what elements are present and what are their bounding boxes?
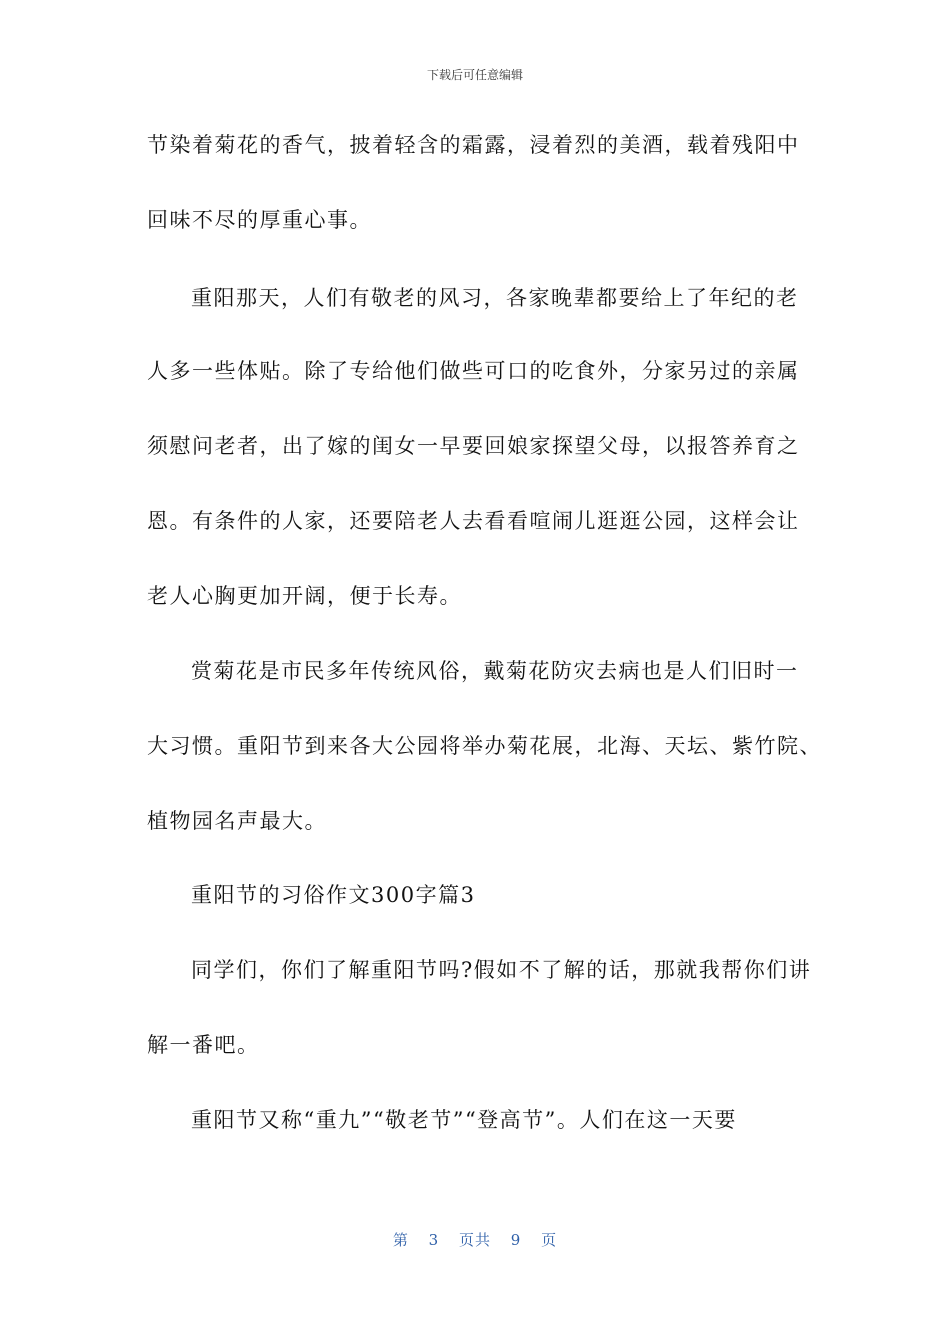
page-footer [0,1229,950,1250]
page-header: 下载后可任意编辑 [426,68,523,82]
footer-page-number: 3 [428,1231,440,1249]
body-line: 节染着菊花的香气，披着轻含的霜露，浸着烈的美酒，载着残阳中 [147,133,800,157]
body-line: 回味不尽的厚重心事。 [147,208,372,232]
body-line: 人多一些体贴。除了专给他们做些可口的吃食外，分家另过的亲属 [147,359,800,383]
body-line: 恩。有条件的人家，还要陪老人去看看喧闹儿逛逛公园，这样会让 [147,509,800,533]
body-line: 须慰问老者，出了嫁的闺女一早要回娘家探望父母，以报答养育之 [147,434,800,458]
section-heading: 重阳节的习俗作文300字篇3 [191,883,476,907]
body-line: 重阳节又称“重九”“敬老节”“登高节”。人们在这一天要 [191,1108,737,1132]
body-line: 同学们，你们了解重阳节吗?假如不了解的话，那就我帮你们讲 [191,958,812,982]
body-line: 解一番吧。 [147,1033,260,1057]
body-line: 植物园名声最大。 [147,809,327,833]
body-line: 赏菊花是市民多年传统风俗，戴菊花防灾去病也是人们旧时一 [191,659,799,683]
body-line: 大习惯。重阳节到来各大公园将举办菊花展，北海、天坛、紫竹院、 [147,734,822,758]
body-line: 老人心胸更加开阔，便于长寿。 [147,584,462,608]
footer-middle: 页共 [458,1231,491,1249]
body-line: 重阳那天，人们有敬老的风习，各家晚辈都要给上了年纪的老 [191,286,799,310]
footer-suffix: 页 [541,1231,558,1249]
footer-prefix: 第 [392,1231,409,1249]
footer-total-pages: 9 [510,1231,522,1249]
